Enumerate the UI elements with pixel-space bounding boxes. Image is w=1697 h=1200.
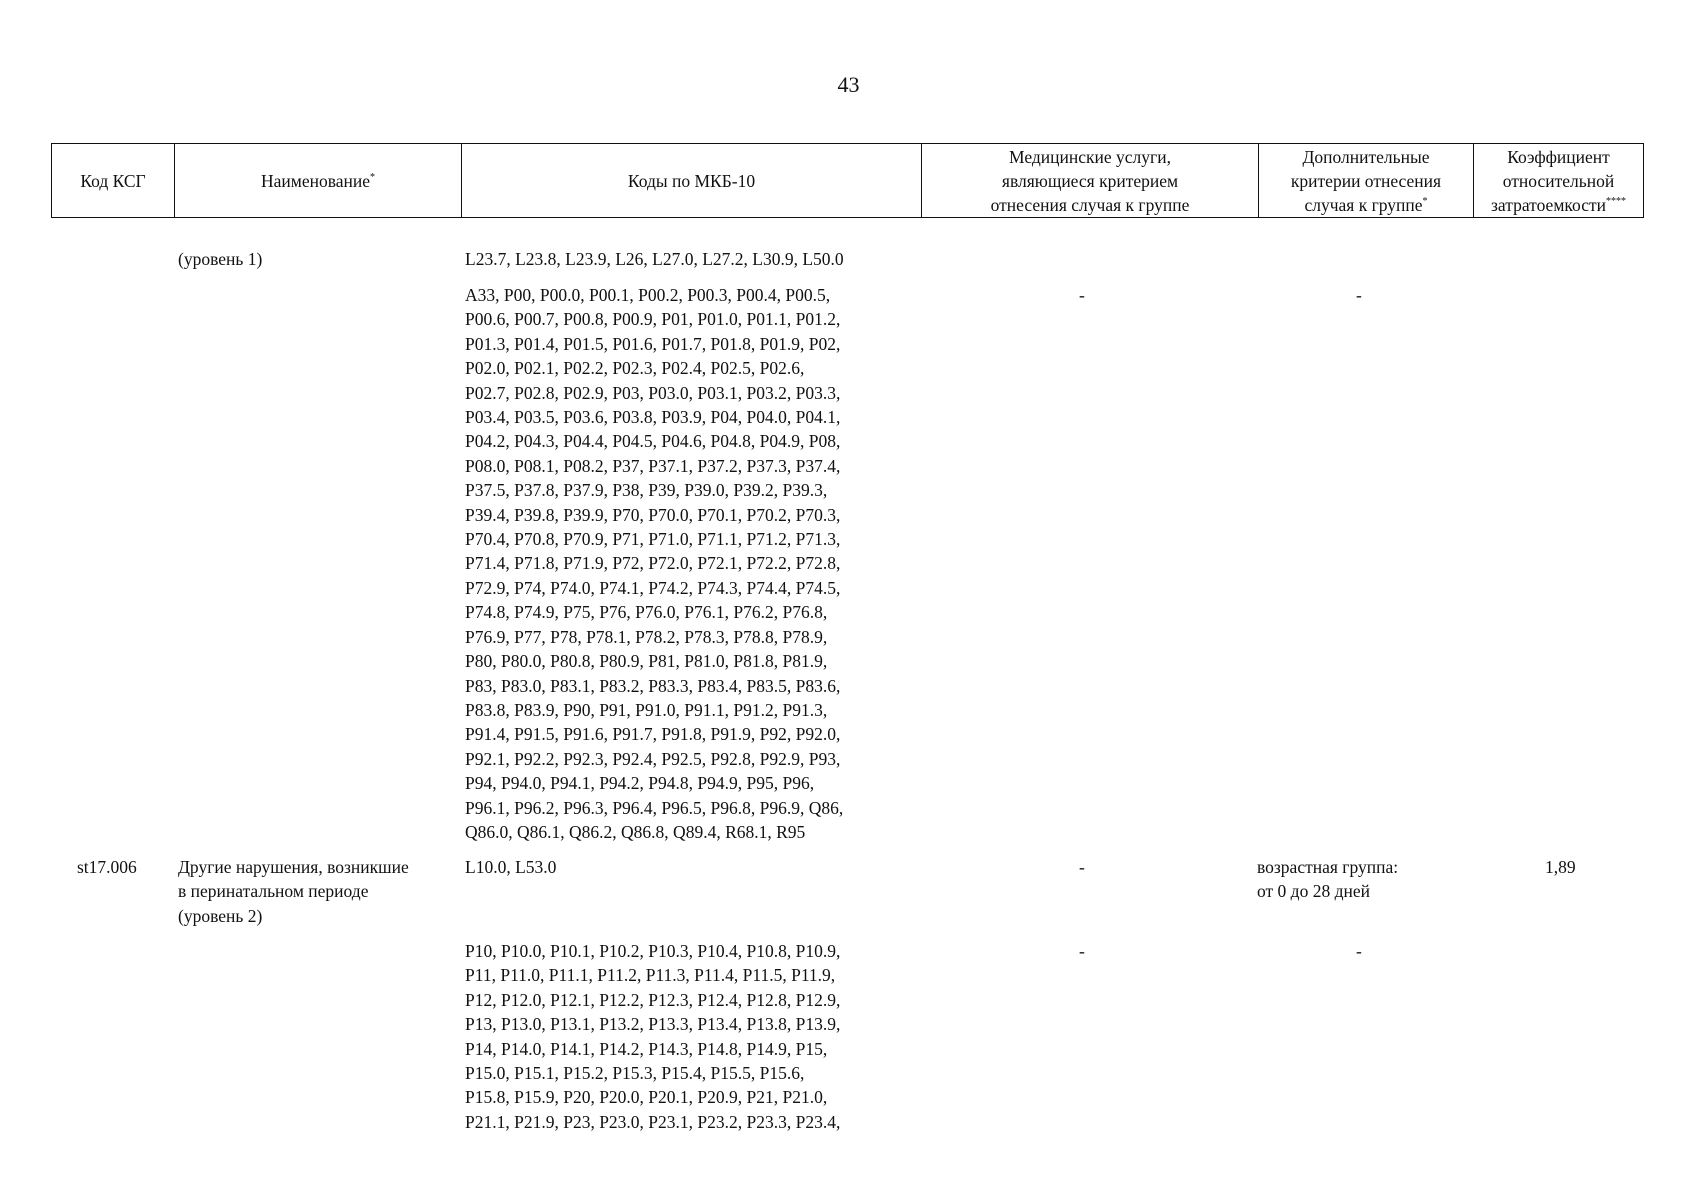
row-mkb-codes: A33, P00, P00.0, P00.1, P00.2, P00.3, P00.4, P00.5, P00.6, P00.7, P00.8, P00.9, P01, P01.0, P01.1, P01.2, P01.3, P01.4, P01.5, P01.6, P01.7, P01.8, P01.9, P02, P02.0, P02.1, P02.2, P02.3, P02.4, P02.5, P02.6, P02.7, P02.8, P02.9, P03, P03.0, P03.1, P03.2, P03.3, P03.4, P03.5, P03.6, P03.8, P03.9, P04, P04.0, P04.1, P04.2, P04.3, P04.4, P04.5, P04.6, P04.8, P04.9, P08, P08.0, P08.1, P08.2, P37, P37.1, P37.2, P37.3, P37.4, P37.5, P37.8, P37.9, P38, P39, P39.0, P39.2, P39.3, P39.4, P39.8, P39.9, P70, P70.0, P70.1, P70.2, P70.3, P70.4, P70.8, P70.9, P71, P71.0, P71.1, P71.2, P71.3, P71.4, P71.8, P71.9, P72, P72.0, P72.1, P72.2, P72.8, P72.9, P74, P74.0, P74.1, P74.2, P74.3, P74.4, P74.5, P74.8, P74.9, P75, P76, P76.0, P76.1, P76.2, P76.8, P76.9, P77, P78, P78.1, P78.2, P78.3, P78.8, P78.9, P80, P80.0, P80.8, P80.9, P81, P81.0, P81.8, P81.9, P83, P83.0, P83.1, P83.2, P83.3, P83.4, P83.5, P83.6, P83.8, P83.9, P90, P91, P91.0, P91.1, P91.2, P91.3, P91.4, P91.5, P91.6, P91.7, P91.8, P91.9, P92, P92.0, P92.1, P92.2, P92.3, P92.4, P92.5, P92.8, P92.9, P93, P94, P94.0, P94.1, P94.2, P94.8, P94.9, P95, P96, P96.1, P96.2, P96.3, P96.4, P96.5, P96.8, P96.9, Q86, Q86.0, Q86.1, Q86.2, Q86.8, Q89.4, R68.1, R95 (465, 285, 844, 842)
table-header (51, 143, 1644, 218)
header-services: Медицинские услуги, являющиеся критерием отнесения случая к группе (922, 144, 1259, 218)
row-mkb-codes: L10.0, L53.0 (465, 857, 557, 877)
row-mkb-codes: L23.7, L23.8, L23.9, L26, L27.0, L27.2, L30.9, L50.0 (465, 249, 844, 269)
header-mkb: Коды по МКБ-10 (462, 144, 922, 218)
row-services: - (1079, 285, 1085, 305)
header-code: Код КСГ (52, 144, 175, 218)
row-additional-criteria: - (1356, 941, 1362, 961)
row-mkb-codes: P10, P10.0, P10.1, P10.2, P10.3, P10.4, P10.8, P10.9, P11, P11.0, P11.1, P11.2, P11.3, P11.4, P11.5, P11.9, P12, P12.0, P12.1, P12.2, P12.3, P12.4, P12.8, P12.9, P13, P13.0, P13.1, P13.2, P13.3, P13.4, P13.8, P13.9, P14, P14.0, P14.1, P14.2, P14.3, P14.8, P14.9, P15, P15.0, P15.1, P15.2, P15.3, P15.4, P15.5, P15.6, P15.8, P15.9, P20, P20.0, P20.1, P20.9, P21, P21.0, P21.1, P21.9, P23, P23.0, P23.1, P23.2, P23.3, P23.4, (465, 941, 841, 1132)
row-ksg-code: st17.006 (77, 857, 137, 877)
header-coefficient: Коэффициент относительной затратоемкости**** (1474, 144, 1644, 218)
header-name: Наименование* (175, 144, 462, 218)
row-name: Другие нарушения, возникшие в перинатальном периоде (уровень 2) (178, 857, 409, 926)
page-number: 43 (837, 72, 860, 97)
header-additional: Дополнительные критерии отнесения случая к группе* (1259, 144, 1474, 218)
row-additional-criteria: - (1356, 285, 1362, 305)
row-coefficient: 1,89 (1545, 857, 1576, 877)
row-services: - (1079, 941, 1085, 961)
row-additional-criteria: возрастная группа: от 0 до 28 дней (1257, 857, 1399, 902)
row-name: (уровень 1) (178, 249, 263, 269)
row-services: - (1079, 857, 1085, 877)
